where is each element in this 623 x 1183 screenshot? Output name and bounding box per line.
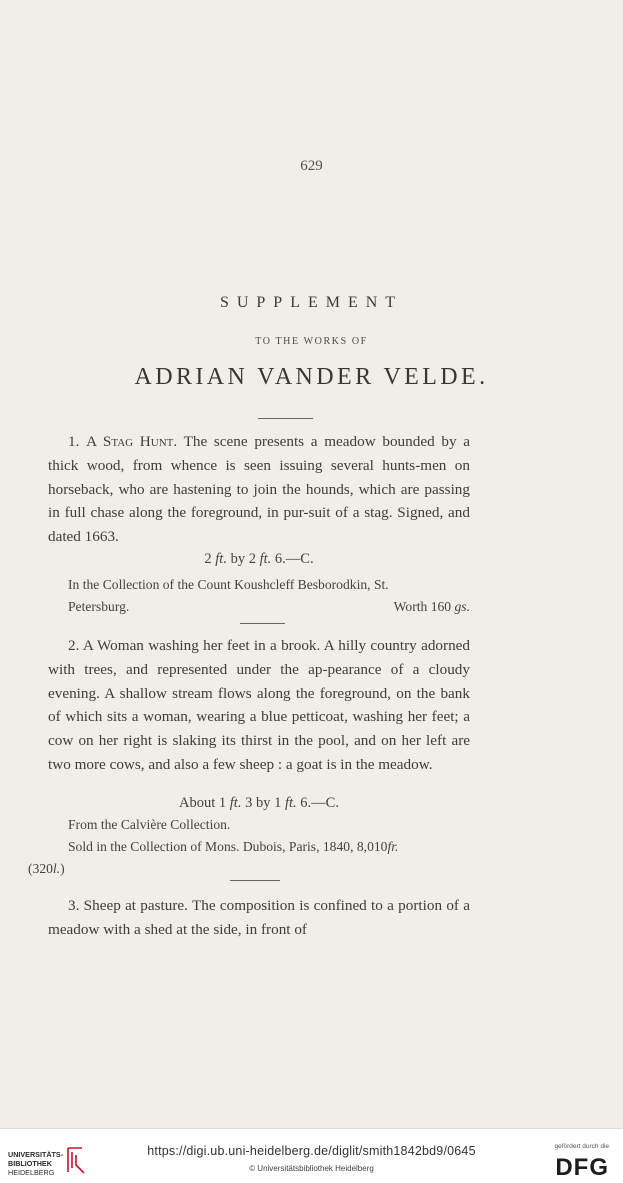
page-number: 629 bbox=[300, 158, 323, 174]
dim-text: 6.—C. bbox=[300, 795, 339, 811]
divider bbox=[240, 623, 285, 624]
dim-unit: ft. bbox=[215, 551, 227, 567]
logo-line: UNIVERSITÄTS- bbox=[8, 1150, 64, 1159]
funded-by-label: gefördert durch die bbox=[554, 1143, 609, 1150]
entry-1-title: A Stag Hunt. bbox=[86, 433, 178, 450]
entry-1-text: The scene presents a meadow bounded by a thick wood, from whence is seen issuing several hunts-men on horseback, who are hastening to join the hounds, which are passing in full chase along the foreground, in pur-suit of a stag. Signed, and dated 1663. bbox=[48, 433, 470, 546]
dim-by: by bbox=[230, 551, 246, 567]
artist-title: ADRIAN VANDER VELDE. bbox=[134, 364, 489, 390]
entry-2 bbox=[48, 634, 470, 777]
dim-value: 6.—C. bbox=[274, 551, 314, 567]
sale-text: (320 bbox=[28, 861, 53, 876]
dim-value: 2 bbox=[248, 551, 256, 567]
worth-unit: gs. bbox=[454, 599, 470, 614]
worth-text: Worth 160 bbox=[393, 599, 452, 614]
entry-1-number: 1. bbox=[68, 433, 80, 450]
entry-3-number: 3. bbox=[68, 897, 80, 914]
logo-line: HEIDELBERG bbox=[8, 1168, 55, 1177]
dim-text: 3 by 1 bbox=[245, 795, 282, 811]
entry-1 bbox=[48, 430, 470, 549]
collection-line: Petersburg. bbox=[68, 599, 130, 614]
sale-text: ) bbox=[60, 861, 65, 876]
sale-unit: l. bbox=[52, 861, 61, 876]
entry-2-text: A Woman washing her feet in a brook. A hilly country adorned with trees, and represented under the ap-pearance of a cloudy evening. A shallow stream flows along the foreground, on the bank of which sits a woman, wearing a blue petticoat, washing her feet; a cow on her right is slaking its thirst in the pool, and on her left are two more cows, and also a few sheep : a goat is in the meadow. bbox=[48, 637, 470, 773]
sale-text: Sold in the Collection of Mons. Dubois, Paris, 1840, 8,010 bbox=[68, 839, 388, 854]
dim-value: 2 bbox=[204, 551, 212, 567]
entry-3-text: Sheep at pasture. The composition is confined to a portion of a meadow with a shed at the side, in front of bbox=[48, 897, 470, 938]
entry-2-provenance: From the Calvière Collection. bbox=[68, 817, 231, 832]
heading: SUPPLEMENT bbox=[219, 294, 404, 311]
dim-unit: ft. bbox=[229, 795, 242, 811]
viewer-footer bbox=[0, 1128, 623, 1183]
dim-unit: ft. bbox=[259, 551, 272, 567]
collection-line: In the Collection of the Count Koushcleff Besborodkin, St. bbox=[68, 577, 389, 592]
dim-unit: ft. bbox=[284, 795, 297, 811]
worth bbox=[374, 596, 470, 618]
entry-1-collection bbox=[48, 574, 470, 618]
entry-3 bbox=[48, 894, 470, 942]
copyright-text: © Universitätsbibliothek Heidelberg bbox=[249, 1164, 374, 1173]
entry-2-sale bbox=[28, 836, 470, 880]
divider bbox=[258, 418, 313, 419]
permalink-url[interactable]: https://digi.ub.uni-heidelberg.de/diglit/smith1842bd9/0645 bbox=[147, 1144, 476, 1158]
entry-2-dimensions bbox=[48, 795, 470, 812]
dfg-logo[interactable]: DFG bbox=[555, 1154, 609, 1181]
entry-1-dimensions bbox=[48, 551, 470, 568]
subheading: TO THE WORKS OF bbox=[255, 336, 368, 347]
dim-text: About 1 bbox=[179, 795, 227, 811]
divider bbox=[230, 880, 280, 881]
logo-line: BIBLIOTHEK bbox=[8, 1159, 52, 1168]
entry-2-number: 2. bbox=[68, 637, 80, 654]
sale-unit: fr. bbox=[387, 839, 399, 854]
